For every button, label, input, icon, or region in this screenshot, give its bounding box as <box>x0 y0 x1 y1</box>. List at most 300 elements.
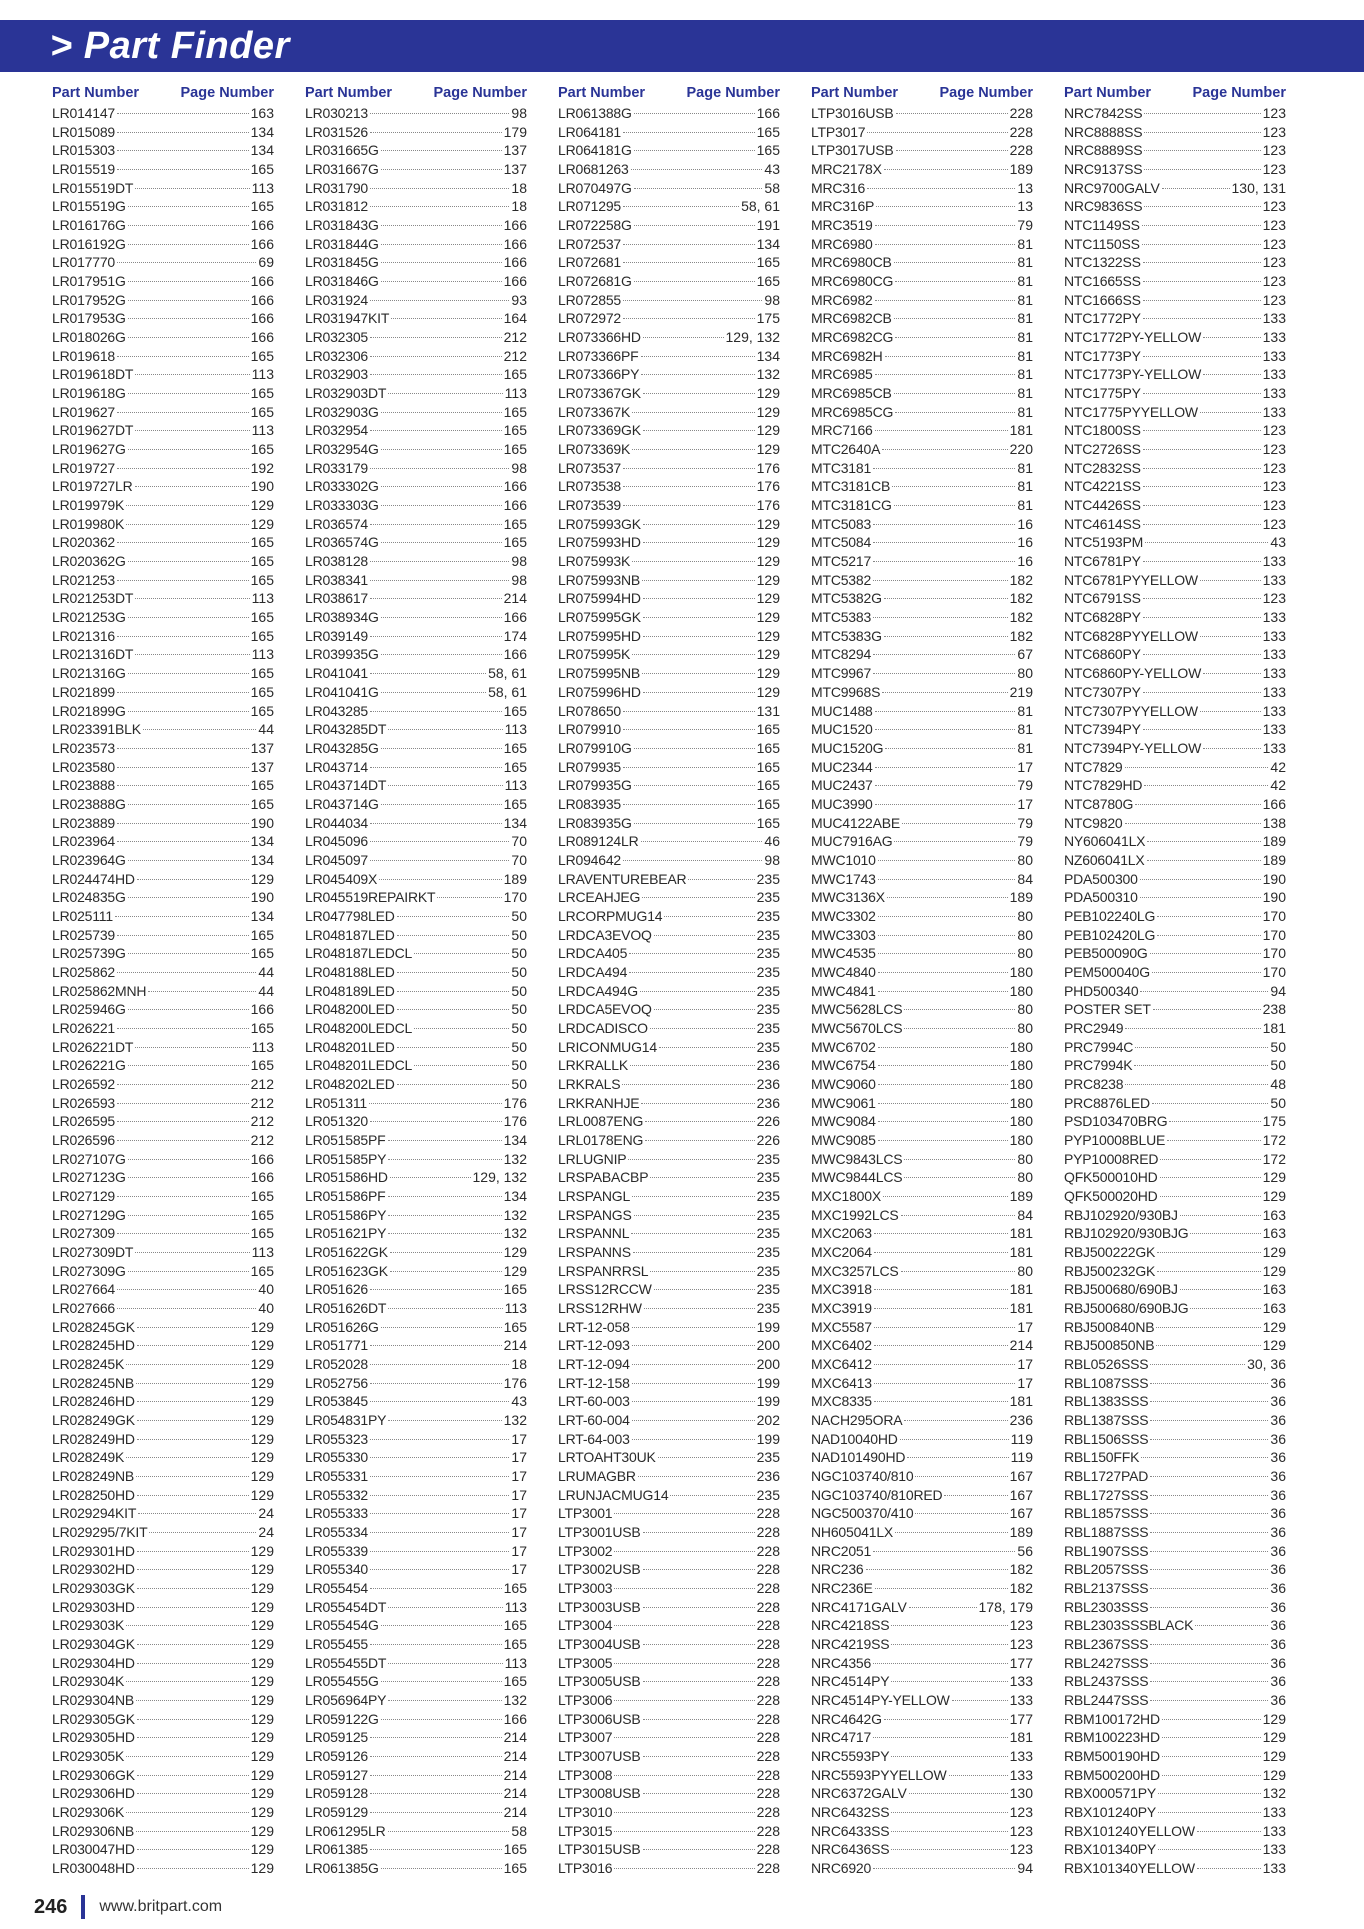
part-number: LR032954G <box>305 441 379 458</box>
index-entry <box>305 589 527 608</box>
page-reference: 50 <box>511 1001 527 1018</box>
index-entry <box>811 1467 1033 1486</box>
page-reference: 133 <box>1262 1841 1286 1858</box>
part-number: LR048200LEDCL <box>305 1019 413 1036</box>
part-number: MTC2640A <box>811 441 881 458</box>
page-reference: 93 <box>511 291 527 308</box>
page-reference: 165 <box>503 739 527 756</box>
dot-leader <box>634 225 755 226</box>
dot-leader <box>370 1513 509 1514</box>
index-entry <box>558 758 780 777</box>
dot-leader <box>891 1756 1007 1757</box>
part-number: RBL1857SSS <box>1064 1505 1149 1522</box>
part-number: LR083935G <box>558 814 632 831</box>
part-number: NTC1773PY-YELLOW <box>1064 366 1202 383</box>
index-entry <box>52 739 274 758</box>
dot-leader <box>381 542 502 543</box>
index-entry <box>1064 1187 1286 1206</box>
page-reference: 129 <box>503 1262 527 1279</box>
index-entry <box>305 197 527 216</box>
part-number: MWC9085 <box>811 1131 876 1148</box>
dot-leader <box>117 841 249 842</box>
index-entry <box>558 179 780 198</box>
page-reference: 166 <box>250 1001 274 1018</box>
index-entry <box>811 608 1033 627</box>
index-entry <box>558 459 780 478</box>
part-number: LR072537 <box>558 235 622 252</box>
part-number: LRT-60-003 <box>558 1393 630 1410</box>
page-reference: 167 <box>1009 1505 1033 1522</box>
page-reference: 189 <box>1009 889 1033 906</box>
page-reference: 238 <box>1262 1001 1286 1018</box>
dot-leader <box>370 823 502 824</box>
page-reference: 133 <box>1262 347 1286 364</box>
page-reference: 137 <box>250 739 274 756</box>
dot-leader <box>1160 1177 1261 1178</box>
index-entry <box>52 365 274 384</box>
index-entry <box>558 272 780 291</box>
part-number: NTC1772PY-YELLOW <box>1064 329 1202 346</box>
page-reference: 166 <box>503 1710 527 1727</box>
part-number: LR055455 <box>305 1636 369 1653</box>
part-number: LR059122G <box>305 1710 379 1727</box>
part-number: LR026221 <box>52 1019 116 1036</box>
dot-leader <box>891 1625 1007 1626</box>
index-entry <box>52 1430 274 1449</box>
index-entry <box>1064 1392 1286 1411</box>
index-entry <box>811 1672 1033 1691</box>
page-reference: 165 <box>250 1187 274 1204</box>
index-entry <box>558 141 780 160</box>
part-number: LR055455G <box>305 1673 379 1690</box>
part-number: LR051771 <box>305 1337 369 1354</box>
dot-leader <box>643 598 755 599</box>
part-number: LR028249K <box>52 1449 125 1466</box>
page-reference: 174 <box>503 627 527 644</box>
dot-leader <box>894 262 1016 263</box>
part-number: MWC9060 <box>811 1075 876 1092</box>
dot-leader <box>117 1289 256 1290</box>
dot-leader <box>650 1271 754 1272</box>
column-header <box>52 82 274 104</box>
index-entry <box>558 1579 780 1598</box>
dot-leader <box>388 1196 502 1197</box>
part-number: NRC9137SS <box>1064 161 1143 178</box>
page-reference: 226 <box>756 1113 780 1130</box>
part-number: RBM100172HD <box>1064 1710 1160 1727</box>
dot-leader <box>874 1345 1008 1346</box>
index-entry <box>305 179 527 198</box>
dot-leader <box>388 729 502 730</box>
part-number: RBL2367SSS <box>1064 1636 1149 1653</box>
dot-leader <box>894 318 1016 319</box>
dot-leader <box>909 1607 977 1608</box>
part-number: NRC8889SS <box>1064 142 1143 159</box>
dot-leader <box>1143 729 1261 730</box>
page-reference: 129 <box>250 1729 274 1746</box>
index-entry <box>558 253 780 272</box>
part-number: LRSS12RHW <box>558 1300 642 1316</box>
page-reference: 129 <box>250 1748 274 1765</box>
index-entry <box>558 1392 780 1411</box>
part-number: NY606041LX <box>1064 833 1146 850</box>
index-entry <box>1064 1672 1286 1691</box>
page-reference: 228 <box>756 1561 780 1578</box>
index-entry <box>1064 1374 1286 1393</box>
index-entry <box>811 907 1033 926</box>
dot-leader <box>1140 897 1261 898</box>
dot-leader <box>887 897 1008 898</box>
index-entry <box>305 1094 527 1113</box>
page-reference: 80 <box>1017 1262 1033 1279</box>
page-reference: 123 <box>1009 1636 1033 1653</box>
index-entry <box>558 907 780 926</box>
index-entry <box>1064 347 1286 366</box>
dot-leader <box>1143 486 1261 487</box>
index-entry <box>52 1803 274 1822</box>
page-reference: 129 <box>756 553 780 570</box>
page-reference: 81 <box>1017 235 1033 252</box>
dot-leader <box>1143 449 1261 450</box>
index-entry <box>558 216 780 235</box>
index-entry <box>52 814 274 833</box>
part-number: NAD101490HD <box>811 1449 906 1466</box>
page-reference: 228 <box>756 1617 780 1634</box>
dot-leader <box>1143 561 1261 562</box>
index-entry <box>1064 1448 1286 1467</box>
page-reference: 129, 132 <box>472 1169 527 1186</box>
dot-leader <box>1150 1644 1268 1645</box>
dot-leader <box>1143 598 1261 599</box>
index-entry <box>558 1635 780 1654</box>
page-reference: 200 <box>756 1337 780 1354</box>
dot-leader <box>643 1719 755 1720</box>
page-reference: 16 <box>1017 515 1033 532</box>
index-entry <box>52 944 274 963</box>
page-reference: 123 <box>1262 515 1286 532</box>
dot-leader <box>117 823 249 824</box>
page-reference: 165 <box>250 683 274 700</box>
index-entry <box>558 384 780 403</box>
part-number: NRC4717 <box>811 1729 872 1746</box>
part-number: NRC4356 <box>811 1654 872 1671</box>
page-reference: 236 <box>756 1468 780 1485</box>
page-reference: 182 <box>1009 1580 1033 1597</box>
page-reference: 214 <box>503 1804 527 1821</box>
part-number: MRC6982CG <box>811 329 894 346</box>
index-entry <box>811 1411 1033 1430</box>
dot-leader <box>128 1215 249 1216</box>
part-number: NTC2726SS <box>1064 441 1141 458</box>
part-number: MUC2344 <box>811 758 873 775</box>
part-number: LR073367K <box>558 403 631 420</box>
dot-leader <box>381 281 502 282</box>
dot-leader <box>643 524 755 525</box>
index-entry <box>305 1784 527 1803</box>
part-number: LR073539 <box>558 497 622 514</box>
dot-leader <box>370 1793 502 1794</box>
index-entry <box>1064 141 1286 160</box>
index-entry <box>305 608 527 627</box>
dot-leader <box>388 1831 510 1832</box>
index-entry <box>811 1243 1033 1262</box>
part-number: LR030048HD <box>52 1860 135 1877</box>
page-reference: 84 <box>1017 870 1033 887</box>
page-reference: 166 <box>503 609 527 626</box>
dot-leader <box>875 785 1016 786</box>
dot-leader <box>137 1420 249 1421</box>
index-entry <box>305 1187 527 1206</box>
page-reference: 163 <box>1262 1206 1286 1223</box>
part-number: LR025862MNH <box>52 982 147 999</box>
part-number: LR028249NB <box>52 1468 135 1485</box>
part-number: LR015519DT <box>52 179 134 196</box>
index-entry <box>811 1374 1033 1393</box>
part-number: NTC1775PY <box>1064 385 1141 402</box>
part-number: NTC1775PYYELLOW <box>1064 403 1198 420</box>
index-entry <box>52 123 274 142</box>
page-reference: 189 <box>1262 851 1286 868</box>
page-reference: 214 <box>503 590 527 607</box>
page-reference: 16 <box>1017 553 1033 570</box>
dot-leader <box>623 318 755 319</box>
dot-leader <box>1180 1215 1261 1216</box>
dot-leader <box>137 1775 249 1776</box>
index-entry <box>811 1840 1033 1859</box>
part-number: LR051626DT <box>305 1300 387 1316</box>
index-entry <box>558 814 780 833</box>
dot-leader <box>1203 673 1261 674</box>
page-reference: 79 <box>1017 833 1033 850</box>
dot-leader <box>875 374 1016 375</box>
part-number: LR048187LED <box>305 926 395 943</box>
page-reference: 123 <box>1262 273 1286 290</box>
page-reference: 134 <box>756 347 780 364</box>
page-reference: 129 <box>250 1337 274 1354</box>
index-entry <box>52 1280 274 1299</box>
page-reference: 165 <box>756 795 780 812</box>
part-number: LR027309G <box>52 1262 126 1279</box>
part-number: LR073366HD <box>558 329 641 346</box>
dot-leader <box>623 262 755 263</box>
page-reference: 163 <box>250 105 274 121</box>
part-number: LR029294KIT <box>52 1505 137 1522</box>
index-entry <box>811 1392 1033 1411</box>
index-entry <box>1064 1168 1286 1187</box>
index-entry <box>1064 291 1286 310</box>
index-entry <box>1064 179 1286 198</box>
index-entry <box>811 141 1033 160</box>
index-entry <box>558 1019 780 1038</box>
dot-leader <box>135 598 249 599</box>
index-entry <box>1064 365 1286 384</box>
page-reference: 129 <box>250 1318 274 1335</box>
index-entry <box>305 496 527 515</box>
dot-leader <box>643 393 755 394</box>
dot-leader <box>631 169 763 170</box>
page-reference: 129 <box>756 422 780 439</box>
index-entry <box>558 533 780 552</box>
page-reference: 165 <box>503 1617 527 1634</box>
dot-leader <box>623 729 755 730</box>
index-entry <box>1064 645 1286 664</box>
page-header-banner <box>0 20 1364 72</box>
index-entry <box>52 963 274 982</box>
page-number-heading: Page Number <box>180 85 274 101</box>
part-number: RBL150FFK <box>1064 1449 1140 1466</box>
index-column-4 <box>811 82 1033 1878</box>
index-entry <box>305 1075 527 1094</box>
dot-leader <box>654 935 755 936</box>
dot-leader <box>388 1233 501 1234</box>
part-number: NTC6791SS <box>1064 590 1141 607</box>
page-reference: 129 <box>250 1412 274 1429</box>
index-entry <box>305 851 527 870</box>
page-reference: 235 <box>756 1225 780 1242</box>
dot-leader <box>878 860 1016 861</box>
index-entry <box>558 1243 780 1262</box>
page-reference: 81 <box>1017 329 1033 346</box>
part-number: LTP3005 <box>558 1654 613 1671</box>
dot-leader <box>126 1364 248 1365</box>
page-reference: 129 <box>1262 1729 1286 1746</box>
part-number: LR030213 <box>305 105 369 121</box>
part-number: PEB500090G <box>1064 945 1148 962</box>
index-entry <box>558 1766 780 1785</box>
page-reference: 123 <box>1009 1841 1033 1858</box>
part-number: NRC4219SS <box>811 1636 890 1653</box>
page-reference: 18 <box>511 198 527 215</box>
dot-leader <box>137 1868 249 1869</box>
dot-leader <box>117 412 249 413</box>
dot-leader <box>135 1047 249 1048</box>
part-number: MWC6702 <box>811 1038 876 1055</box>
dot-leader <box>634 150 755 151</box>
index-entry <box>1064 1691 1286 1710</box>
dot-leader <box>1143 356 1261 357</box>
page-reference: 132 <box>503 1206 527 1223</box>
dot-leader <box>128 617 249 618</box>
dot-leader <box>904 1177 1015 1178</box>
dot-leader <box>876 206 1015 207</box>
dot-leader <box>388 1308 502 1309</box>
index-entry <box>52 608 274 627</box>
dot-leader <box>640 991 755 992</box>
dot-leader <box>1140 879 1261 880</box>
part-number: LR075995K <box>558 646 631 663</box>
dot-leader <box>381 150 502 151</box>
index-entry <box>1064 1486 1286 1505</box>
part-number: LTP3002USB <box>558 1561 641 1578</box>
index-entry <box>1064 1766 1286 1785</box>
index-entry <box>1064 1243 1286 1262</box>
page-reference: 133 <box>1009 1692 1033 1709</box>
part-number: LR038617 <box>305 590 369 607</box>
page-reference: 123 <box>1262 441 1286 458</box>
page-reference: 36 <box>1270 1524 1286 1541</box>
page-reference: 36 <box>1270 1430 1286 1447</box>
part-number: NRC8888SS <box>1064 123 1143 140</box>
dot-leader <box>137 1663 249 1664</box>
page-reference: 165 <box>756 123 780 140</box>
dot-leader <box>397 916 510 917</box>
index-entry <box>305 571 527 590</box>
dot-leader <box>1125 767 1269 768</box>
index-entry <box>52 907 274 926</box>
part-number: LR028245GK <box>52 1318 135 1335</box>
dot-leader <box>128 1177 249 1178</box>
index-entry <box>1064 440 1286 459</box>
part-number: LR017952G <box>52 291 126 308</box>
part-number: LR017953G <box>52 310 126 327</box>
part-number: MWC9844LCS <box>811 1169 903 1186</box>
part-number: LR048187LEDCL <box>305 945 413 962</box>
page-reference: 24 <box>258 1524 274 1541</box>
page-reference: 181 <box>1009 1393 1033 1410</box>
part-number: LTP3016USB <box>811 105 894 121</box>
dot-leader <box>381 244 502 245</box>
dot-leader <box>874 1289 1008 1290</box>
index-entry <box>305 1430 527 1449</box>
part-number: LR031790 <box>305 179 369 196</box>
page-reference: 212 <box>250 1075 274 1092</box>
page-reference: 165 <box>250 198 274 215</box>
dot-leader <box>623 860 762 861</box>
part-number: MXC8335 <box>811 1393 872 1410</box>
dot-leader <box>1158 1793 1261 1794</box>
page-reference: 165 <box>250 945 274 962</box>
index-entry <box>811 552 1033 571</box>
dot-leader <box>126 1625 248 1626</box>
page-reference: 214 <box>503 1748 527 1765</box>
dot-leader <box>643 542 755 543</box>
part-number: RBL1907SSS <box>1064 1542 1149 1559</box>
index-entry <box>52 1448 274 1467</box>
dot-leader <box>135 188 249 189</box>
index-entry <box>811 1822 1033 1841</box>
index-entry <box>811 104 1033 123</box>
part-number: MRC6980 <box>811 235 873 252</box>
dot-leader <box>1143 505 1261 506</box>
dot-leader <box>1143 393 1261 394</box>
page-reference: 228 <box>756 1710 780 1727</box>
page-reference: 129 <box>250 1486 274 1503</box>
part-number-heading: Part Number <box>1064 85 1152 101</box>
page-reference: 123 <box>1262 590 1286 607</box>
part-number: LR019618DT <box>52 366 134 383</box>
index-entry <box>52 1840 274 1859</box>
part-number-heading: Part Number <box>558 85 646 101</box>
part-number: LR059129 <box>305 1804 369 1821</box>
page-reference: 133 <box>1009 1766 1033 1783</box>
dot-leader <box>126 524 248 525</box>
index-entry <box>811 1019 1033 1038</box>
index-entry <box>1064 608 1286 627</box>
dot-leader <box>902 823 1015 824</box>
dot-leader <box>1180 1289 1261 1290</box>
page-reference: 166 <box>503 254 527 271</box>
index-entry <box>52 1355 274 1374</box>
part-number: LR015519G <box>52 198 126 215</box>
part-number: NTC1773PY <box>1064 347 1141 364</box>
index-entry <box>52 1019 274 1038</box>
page-reference: 165 <box>250 1206 274 1223</box>
part-number: LR026596 <box>52 1131 116 1148</box>
index-entry <box>811 1766 1033 1785</box>
part-number: MTC5382G <box>811 590 882 607</box>
index-entry <box>52 1467 274 1486</box>
part-number: LR043714 <box>305 758 369 775</box>
